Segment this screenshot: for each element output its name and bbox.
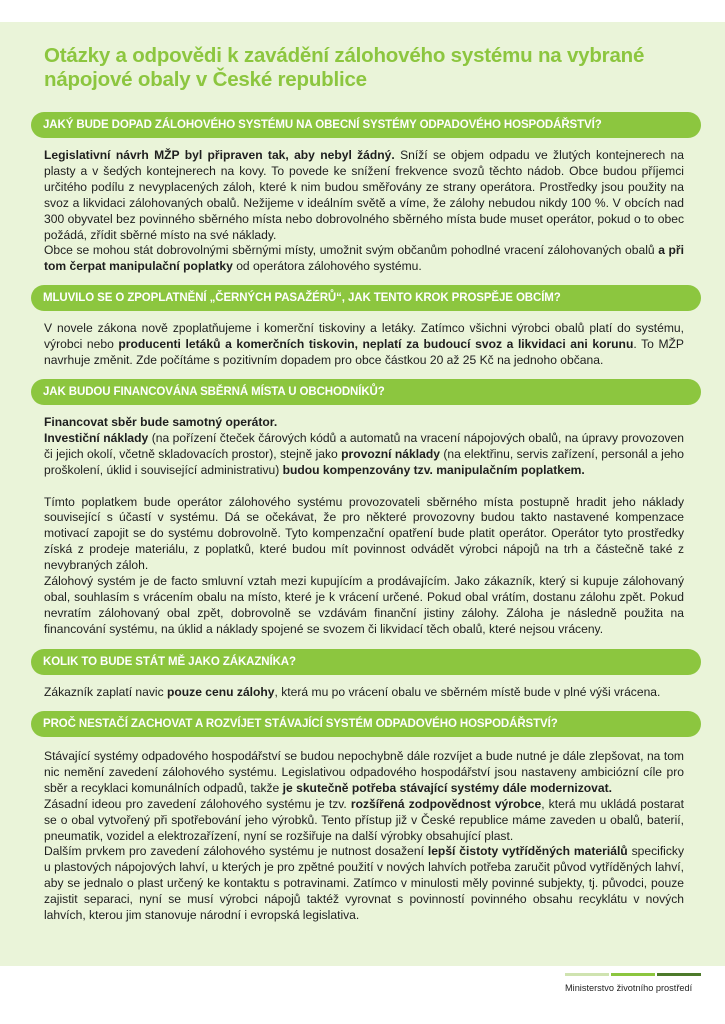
text: V novele zákona nově zpoplatňujeme i komerční tiskoviny a letáky. Zatímco všichni výrobci obalů platí do systému, výrobci nebo	[44, 321, 684, 351]
answer-3-paragraph-3	[44, 495, 684, 575]
answer-3-paragraph-4	[44, 574, 684, 638]
answer-1-paragraph-2	[44, 243, 684, 275]
answer-4	[44, 685, 684, 701]
answer-2-paragraph-1	[44, 321, 684, 369]
emphasis: Legislativní návrh MŽP byl připraven tak, aby nebyl žádný.	[44, 148, 395, 162]
answer-1-paragraph-1	[44, 148, 684, 243]
emphasis: provozní náklady	[341, 446, 440, 461]
text: (na elektřinu, servis zařízení, personál a jeho proškolení, úklid i související administrativu)	[44, 446, 684, 477]
question-bar-5: PROČ NESTAČÍ ZACHOVAT A ROZVÍJET STÁVAJÍCÍ SYSTÉM ODPADOVÉHO HOSPODÁŘSTVÍ?	[31, 711, 701, 737]
text: Zákazník zaplatí navic	[44, 685, 168, 699]
text: , která mu ukládá postarat se o obal vytvořený při spotřebování jeho výrobků. Tento přístup již v České republice máme zaveden u obalů, baterií, pneumatik, vozidel a elektrozařízení, nyní se rozšiřuje na další výrobky obsahující plast.	[44, 796, 685, 843]
text: , která mu po vrácení obalu ve sběrném místě bude v plné výši vrácena.	[274, 685, 661, 699]
text: Tímto poplatkem bude operátor zálohového systému provozovateli sběrného místa postupně hradit jeho náklady související s účastí v systému. Dá se očekávat, že pro některé provozovny budou takto nastavené kompenzace motivací zapojit se do systému dobrovolně. Tyto kompenzační opatření bude platit operátor. Operátor tyto prostředky získá z prodeje materiálu, z poplatků, které budou mít povinnost odvádět výrobci nápojů na trh a částečně také z nevybraných záloh.	[44, 494, 684, 573]
text: Stávající systémy odpadového hospodářství se budou nepochybně dále rozvíjet a bude nutné je dále zlepšovat, na tom nic nemění zavedení zálohového systému. Legislativou odpadového hospodářství jsou nastaveny ambiciózní cíle pro sběr a recyklaci komunálních odpadů, takže	[44, 749, 684, 795]
answer-4-paragraph-1	[44, 685, 684, 701]
emphasis: budou kompenzovány tzv. manipulačním poplatkem.	[282, 462, 585, 477]
text: (na pořízení čteček čárových kódů a automatů na vracení nápojových obalů, na úpravy provozoven či jejich okolí, včetně skladovacích prostor), stejně jako	[44, 430, 684, 461]
text: Dalším prvkem pro zavedení zálohového systému je nutnost dosažení	[44, 844, 428, 859]
answer-5	[44, 749, 684, 924]
emphasis: Investiční náklady	[44, 430, 149, 445]
text: Obce se mohou stát dobrovolnými sběrnými místy, umožnit svým občanům pohodlné vracení zálohovaných obalů	[44, 243, 659, 258]
emphasis: lepší čistoty vytříděných materiálů	[427, 844, 628, 859]
answer-3	[44, 415, 684, 638]
text: Zásadní ideou pro zavedení zálohového systému je tzv.	[44, 796, 351, 811]
answer-3-paragraph-1	[44, 415, 684, 431]
answer-5-paragraph-2	[44, 797, 684, 845]
text: Sníží se objem odpadu ve žlutých kontejnerech na plasty a v šedých kontejnerech na kovy. To povede ke snížení frekvence svozů těchto nádob. Obce budou příjemci určitého podílu z nevyplacených záloh, které k nim budou směřovány ze strany operátora. Prostředky jsou použity na svoz a likvidaci zálohovaných obalů. Nežijeme v ideálním světě a víme, že zálohy nebudou nikdy 100 %. V obcích nad 300 obyvatel bez povinného sběrného místa nebo dobrovolného sběrného místa bude muset operátor, pokud o to obec požádá, zřídit sběrné místo na své náklady.	[44, 148, 684, 242]
text: od operátora zálohového systému.	[232, 259, 422, 274]
emphasis: a při tom čerpat manipulační poplatky	[44, 243, 685, 274]
emphasis: pouze cenu zálohy	[167, 685, 275, 699]
footer-accent-line-light	[565, 973, 609, 976]
text: Zálohový systém je de facto smluvní vztah mezi kupujícím a prodávajícím. Jako zákazník, který si kupuje zálohovaný obal, souhlasím s vrácením obalu na místo, které je k vrácení určené. Pokud obal vrátím, dostanu zálohu zpět. Pokud nevratím zálohovaný obal zpět, dobrovolně se vzdávám finanční jistiny zálohy. Záloha je následně použita na financování systému, na úklid a náklady spojené se svozem či likvidací těch obalů, které nejsou vráceny.	[44, 574, 684, 636]
emphasis: rozšířená zodpovědnost výrobce	[350, 796, 542, 811]
answer-3-paragraph-2	[44, 431, 684, 479]
text: . To MŽP navrhuje změnit. Zde počítáme s pozitivním dopadem pro obce částkou 20 až 25 Kč na jednoho občana.	[44, 336, 684, 367]
footer-accent-line-dark	[657, 973, 701, 976]
ministry-label: Ministerstvo životního prostředí	[565, 983, 693, 993]
answer-5-paragraph-1	[44, 749, 684, 797]
footer-accent-line-medium	[611, 973, 655, 976]
question-bar-2: MLUVILO SE O ZPOPLATNĚNÍ „ČERNÝCH PASAŽÉRŮ“, JAK TENTO KROK PROSPĚJE OBCÍM?	[31, 285, 701, 311]
paragraph-gap	[44, 479, 684, 495]
top-band	[0, 0, 725, 22]
question-bar-4: KOLIK TO BUDE STÁT MĚ JAKO ZÁKAZNÍKA?	[31, 649, 701, 675]
answer-1	[44, 148, 684, 275]
question-bar-1: JAKÝ BUDE DOPAD ZÁLOHOVÉHO SYSTÉMU NA OBECNÍ SYSTÉMY ODPADOVÉHO HOSPODÁŘSTVÍ?	[31, 112, 701, 138]
question-bar-3: JAK BUDOU FINANCOVÁNA SBĚRNÁ MÍSTA U OBCHODNÍKŮ?	[31, 379, 701, 405]
page-title: Otázky a odpovědi k zavádění zálohového systému na vybrané nápojové obaly v České republice	[44, 44, 645, 91]
emphasis: Financovat sběr bude samotný operátor.	[44, 415, 278, 429]
answer-5-paragraph-3	[44, 844, 684, 924]
footer	[0, 966, 725, 1024]
emphasis: producenti letáků a komerčních tiskovin, neplatí za budoucí svoz a likvidaci ani korunu	[118, 336, 634, 351]
emphasis: je skutečně potřeba stávající systémy dále modernizovat.	[282, 780, 613, 795]
text: specificky u plastových nápojových lahví, u kterých je pro zpětné použití v nových lahvích potřeba zaručit původ vytříděných lahví, aby se jednalo o plast určený ke kontaktu s potravinami. Zatímco v minulosti měly povinné subjekty, tj. původci, pouze zajistit separaci, nyní se musí výrobci nápojů taktéž vyrovnat s povinností povinného obsahu recyklátu v nových lahvích, kterou jim stanovuje národní i evropská legislativa.	[44, 844, 685, 923]
answer-2	[44, 321, 684, 369]
